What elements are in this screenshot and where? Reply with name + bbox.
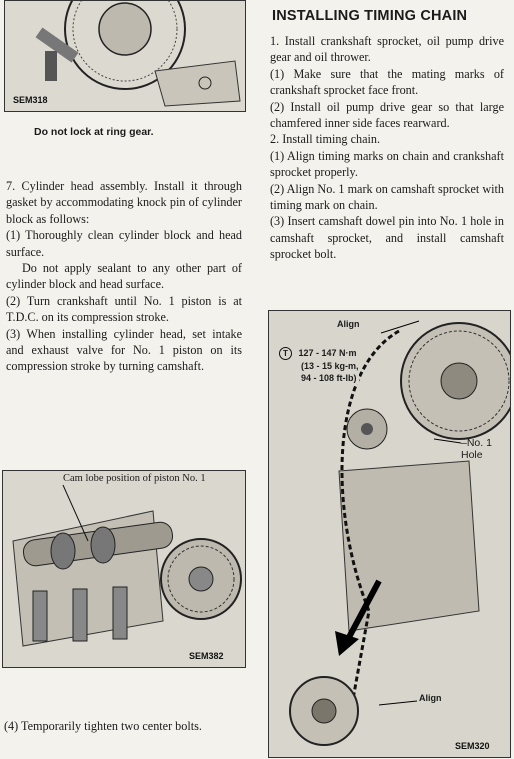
step4-text: (4) Temporarily tighten two center bolts. [4,719,202,733]
step7-text: 7. Cylinder head assembly. Install it through gasket by accommodating knock pin of cylinder block as follows: [6,179,242,226]
step1-sub2: (2) Install oil pump drive gear so that large chamfered inner side faces rearward. [270,99,504,131]
torque-spec [279,347,359,384]
step2-sub3: (3) Insert camshaft dowel pin into No. 1 hole in camshaft sprocket, and install camshaft sprocket bolt. [270,214,504,262]
figure-sem318 [4,0,246,112]
step1-text: 1. Install crankshaft sprocket, oil pump drive gear and oil thrower. [270,34,504,65]
torque-kgm: (13 - 15 kg-m, [301,361,359,371]
timing-chain-steps [270,33,504,263]
hole-label-text: No. 1 Hole [461,437,492,461]
step7-sub3: (3) When installing cylinder head, set intake and exhaust valve for No. 1 piston on its compression stroke by turning camshaft. [6,326,242,374]
figure-code: SEM320 [455,741,490,751]
figure-label: Cam lobe position of piston No. 1 [63,473,206,484]
step7-sub2: (2) Turn crankshaft until No. 1 piston is at T.D.C. on its compression stroke. [6,293,242,325]
step7-block [6,178,242,375]
hole-label: –No. 1 Hole [461,437,492,461]
figure-code: SEM318 [13,95,48,105]
align-label-top: Align [337,319,360,329]
section-heading: INSTALLING TIMING CHAIN [272,8,468,24]
figure-sem320 [268,310,511,758]
sealant-note: Do not apply sealant to any other part of cylinder block and head surface. [6,261,242,292]
step2-sub1: (1) Align timing marks on chain and crankshaft sprocket properly. [270,148,504,180]
step2-sub2: (2) Align No. 1 mark on camshaft sprocket with timing mark on chain. [270,181,504,213]
torque-icon: T [279,347,292,360]
step1-sub1: (1) Make sure that the mating marks of crankshaft sprocket face front. [270,66,504,98]
torque-ftlb: 94 - 108 ft-lb) [301,373,357,383]
figure-sem382 [2,470,246,668]
torque-value: 127 - 147 N·m [298,348,357,358]
figure-code: SEM382 [189,651,224,661]
camshaft-illustration [3,471,245,667]
figure-caption: Do not lock at ring gear. [34,126,154,138]
align-label-bottom: Align [419,693,442,703]
step7-sub1: (1) Thoroughly clean cylinder block and head surface. [6,228,242,259]
step2-text: 2. Install timing chain. [270,132,381,147]
